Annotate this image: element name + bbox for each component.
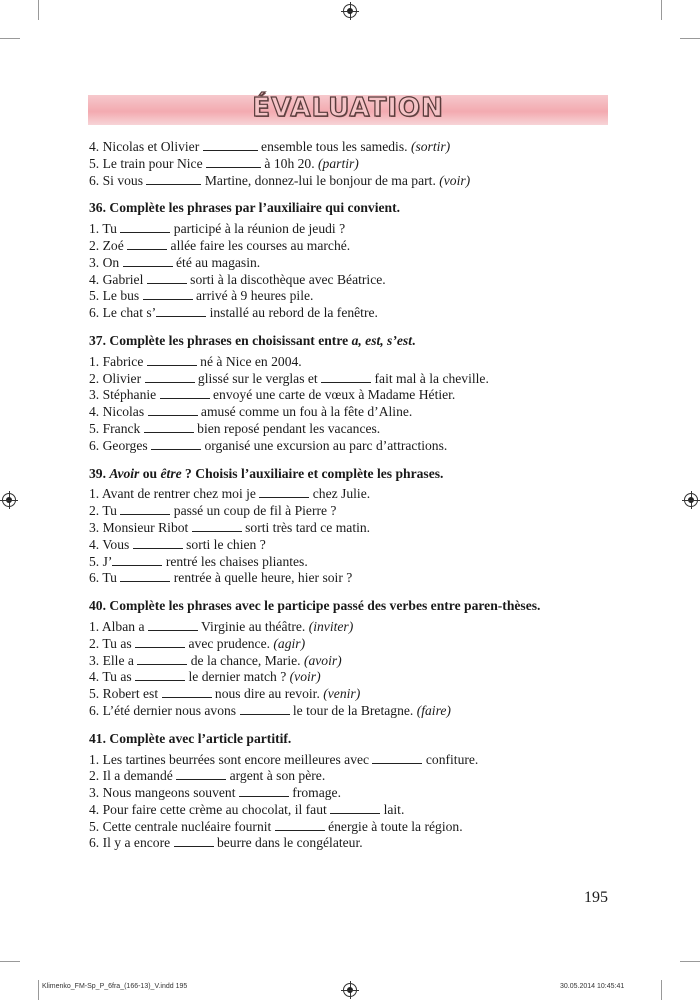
page-number: 195 (584, 889, 608, 906)
exercise-heading: 39. Avoir ou être ? Choisis l’auxiliaire et complète les phrases. (89, 465, 444, 481)
answer-blank[interactable] (123, 255, 173, 267)
exercise-heading: 37. Complète les phrases en choisissant entre a, est, s’est. (89, 332, 416, 348)
exercise-line: 6. Il y a encore beurre dans le congélateur. (89, 835, 363, 851)
crop-mark (661, 980, 662, 1000)
answer-blank[interactable] (127, 238, 167, 250)
answer-blank[interactable] (148, 619, 198, 631)
answer-blank[interactable] (275, 819, 325, 831)
answer-blank[interactable] (176, 768, 226, 780)
answer-blank[interactable] (206, 156, 261, 168)
exercise-line: 1. Alban a Virginie au théâtre. (inviter) (89, 618, 354, 634)
exercise-line: 3. On été au magasin. (89, 254, 261, 270)
answer-blank[interactable] (145, 371, 195, 383)
answer-blank[interactable] (112, 554, 162, 566)
exercise-line: 1. Fabrice né à Nice en 2004. (89, 353, 302, 369)
exercise-line: 6. L’été dernier nous avons le tour de la Bretagne. (faire) (89, 702, 451, 718)
exercise-line: 2. Olivier glissé sur le verglas et fait mal à la cheville. (89, 370, 489, 386)
registration-mark-icon (2, 493, 16, 507)
registration-mark-icon (343, 4, 357, 18)
exercise-line: 3. Elle a de la chance, Marie. (avoir) (89, 652, 342, 668)
answer-blank[interactable] (156, 305, 206, 317)
crop-mark (661, 0, 662, 20)
registration-mark-icon (684, 493, 698, 507)
crop-mark (38, 980, 39, 1000)
exercise-line: 5. Franck bien reposé pendant les vacances. (89, 420, 381, 436)
answer-blank[interactable] (135, 636, 185, 648)
crop-mark (680, 38, 700, 39)
exercise-line: 4. Gabriel sorti à la discothèque avec Béatrice. (89, 271, 386, 287)
exercise-heading: 41. Complète avec l’article partitif. (89, 730, 292, 746)
exercise-line: 6. Le chat s’ installé au rebord de la fenêtre. (89, 305, 378, 321)
exercise-line: 4. Vous sorti le chien ? (89, 536, 266, 552)
answer-blank[interactable] (174, 835, 214, 847)
answer-blank[interactable] (143, 288, 193, 300)
answer-blank[interactable] (144, 421, 194, 433)
crop-mark (680, 961, 700, 962)
exercise-line: 3. Stéphanie envoyé une carte de vœux à Madame Hétier. (89, 387, 456, 403)
exercise-line: 4. Nicolas amusé comme un fou à la fête d’Aline. (89, 404, 413, 420)
exercise-line: 1. Tu participé à la réunion de jeudi ? (89, 221, 346, 237)
exercise-line: 2. Zoé allée faire les courses au marché. (89, 237, 351, 253)
answer-blank[interactable] (147, 354, 197, 366)
answer-blank[interactable] (372, 752, 422, 764)
exercise-line: 1. Avant de rentrer chez moi je chez Julie. (89, 486, 371, 502)
answer-blank[interactable] (162, 686, 212, 698)
exercise-line: 6. Tu rentrée à quelle heure, hier soir ? (89, 570, 353, 586)
answer-blank[interactable] (259, 486, 309, 498)
answer-blank[interactable] (137, 653, 187, 665)
exercise-line: 5. Le bus arrivé à 9 heures pile. (89, 288, 314, 304)
answer-blank[interactable] (120, 570, 170, 582)
exercise-line: 5. Le train pour Nice à 10h 20. (partir) (89, 155, 359, 171)
exercise-content (89, 139, 607, 852)
answer-blank[interactable] (321, 371, 371, 383)
exercise-line: 4. Pour faire cette crème au chocolat, il faut lait. (89, 801, 405, 817)
answer-blank[interactable] (146, 173, 201, 185)
answer-blank[interactable] (135, 669, 185, 681)
crop-mark (38, 0, 39, 20)
answer-blank[interactable] (240, 703, 290, 715)
answer-blank[interactable] (120, 503, 170, 515)
exercise-line: 2. Tu as avec prudence. (agir) (89, 635, 306, 651)
exercise-line: 2. Tu passé un coup de fil à Pierre ? (89, 503, 337, 519)
answer-blank[interactable] (147, 272, 187, 284)
section-banner (88, 95, 608, 125)
answer-blank[interactable] (203, 139, 258, 151)
exercise-line: 5. Robert est nous dire au revoir. (venir) (89, 686, 361, 702)
exercise-heading: 40. Complète les phrases avec le participe passé des verbes entre paren-thèses. (89, 598, 541, 614)
footer-file-info: Klimenko_FM-Sp_P_6fra_(166-13)_V.indd 195 (42, 983, 188, 990)
exercise-line: 1. Les tartines beurrées sont encore meilleures avec confiture. (89, 751, 479, 767)
exercise-line: 6. Georges organisé une excursion au parc d’attractions. (89, 437, 448, 453)
answer-blank[interactable] (120, 221, 170, 233)
answer-blank[interactable] (133, 537, 183, 549)
exercise-line: 5. Cette centrale nucléaire fournit énergie à toute la région. (89, 818, 463, 834)
exercise-line: 6. Si vous Martine, donnez-lui le bonjour de ma part. (voir) (89, 172, 471, 188)
answer-blank[interactable] (151, 438, 201, 450)
exercise-line: 3. Nous mangeons souvent fromage. (89, 785, 341, 801)
exercise-line: 2. Il a demandé argent à son père. (89, 768, 326, 784)
crop-mark (0, 38, 20, 39)
registration-mark-icon (343, 983, 357, 997)
exercise-line: 5. J’ rentré les chaises pliantes. (89, 553, 308, 569)
exercise-line: 4. Tu as le dernier match ? (voir) (89, 669, 321, 685)
exercise-line: 4. Nicolas et Olivier ensemble tous les samedis. (sortir) (89, 139, 451, 154)
answer-blank[interactable] (330, 802, 380, 814)
answer-blank[interactable] (148, 404, 198, 416)
footer-timestamp: 30.05.2014 10:45:41 (560, 983, 625, 990)
page-title: ÉVALUATION (252, 93, 444, 123)
answer-blank[interactable] (192, 520, 242, 532)
exercise-heading: 36. Complète les phrases par l’auxiliaire qui convient. (89, 200, 401, 216)
crop-mark (0, 961, 20, 962)
answer-blank[interactable] (160, 387, 210, 399)
answer-blank[interactable] (239, 785, 289, 797)
exercise-line: 3. Monsieur Ribot sorti très tard ce matin. (89, 519, 371, 535)
